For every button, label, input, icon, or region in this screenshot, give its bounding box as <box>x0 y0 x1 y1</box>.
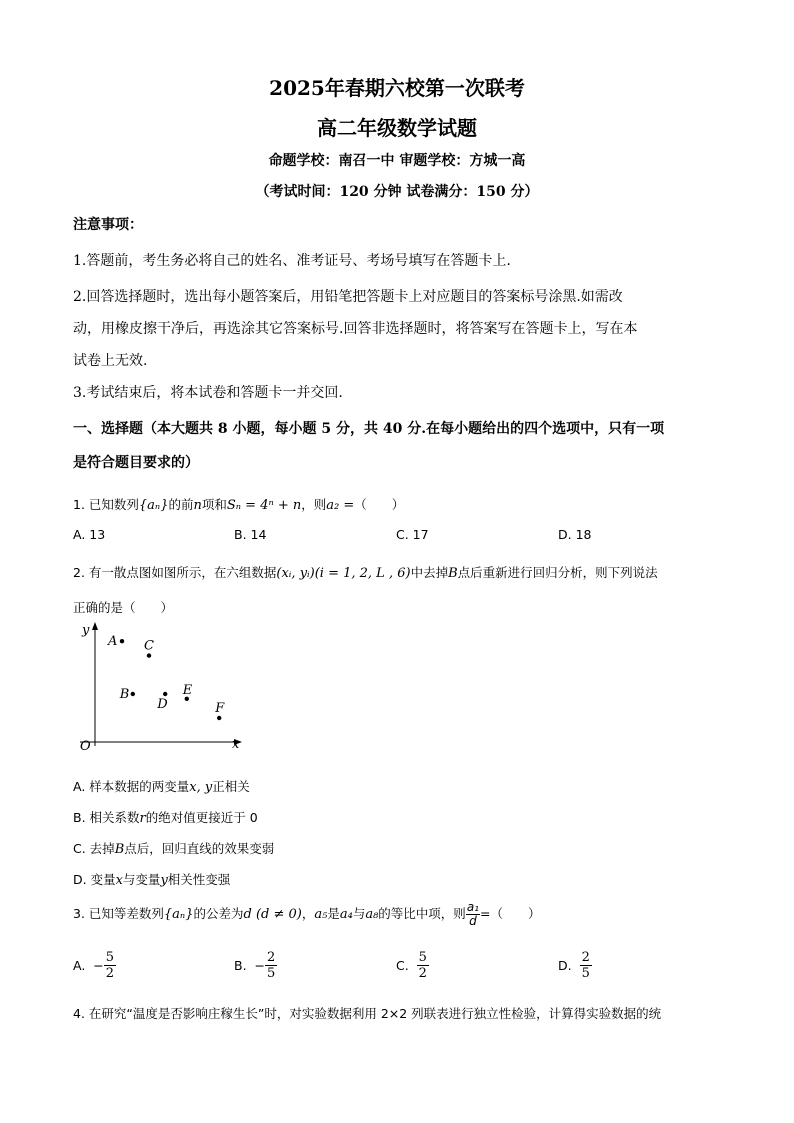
q2-point-b: B <box>448 566 458 581</box>
q2-option-d-var: x <box>115 873 123 888</box>
exam-subtitle: 高二年级数学试题 <box>317 116 477 140</box>
section-1-heading-cont: 是符合题目要求的） <box>73 455 199 471</box>
q2-option-a-text: 正相关 <box>212 779 250 794</box>
q3-option-b-num: 2 <box>267 950 276 965</box>
q2-option-b <box>73 808 258 826</box>
q2-option-a-var: x, y <box>189 780 213 795</box>
section-1-heading: 一、选择题（本大题共 8 小题，每小题 5 分，共 40 分.在每小题给出的四个选项中，只有一项 <box>73 421 665 437</box>
q2-option-d-text: 相关性变强 <box>167 872 231 887</box>
q1-option-b: B. 14 <box>234 527 267 542</box>
q1-text: 的前 <box>168 497 194 512</box>
q2-option-b-text: B. 相关系数 <box>73 810 140 825</box>
x-axis-label: x <box>232 737 240 752</box>
q3-option-a-label: A. <box>73 958 86 973</box>
q3-option-c-fraction <box>417 950 429 981</box>
scatter-point-label-a: A <box>108 634 118 650</box>
q3-text: =（ ） <box>479 906 541 921</box>
exam-title: 2025年春期六校第一次联考 <box>269 76 525 100</box>
q3-option-d-fraction <box>580 950 592 981</box>
q1-formula: Sₙ = 4ⁿ + n <box>226 498 302 513</box>
q1-n: n <box>193 498 202 513</box>
q3-option-b-sign: − <box>254 958 265 973</box>
q2-text: 中去掉 <box>410 565 449 580</box>
scatter-point-label-c: C <box>144 638 154 654</box>
q3-option-c-label: C. <box>396 958 409 973</box>
q1-text: ，则 <box>301 497 327 512</box>
q3-option-d-num: 2 <box>581 950 590 965</box>
q2-option-d-text: D. 变量 <box>73 872 116 887</box>
q3-fraction-num: a₁ <box>466 900 479 914</box>
q1-option-d: D. 18 <box>558 527 592 542</box>
q3-option-a <box>73 950 116 981</box>
q2-option-d-text: 与变量 <box>122 872 161 887</box>
q3-text: 是 <box>327 906 340 921</box>
q3-option-c-den: 2 <box>418 966 427 981</box>
q3-option-a-fraction <box>104 950 116 981</box>
q3-common-difference: d (d ≠ 0) <box>243 907 302 922</box>
q2-option-d-var: y <box>160 873 168 888</box>
q3-a8: a₈ <box>365 907 379 922</box>
scatter-point-f <box>217 716 221 720</box>
q1-option-a: A. 13 <box>73 527 106 542</box>
note-3: 3.考试结束后，将本试卷和答题卡一并交回. <box>73 385 343 401</box>
q1-text: 1. 已知数列 <box>73 497 139 512</box>
q3-option-b-den: 5 <box>267 966 276 981</box>
q3-option-a-sign: − <box>93 958 104 973</box>
question-2 <box>73 563 723 581</box>
q3-text: 的公差为 <box>193 906 244 921</box>
q2-option-a <box>73 777 250 795</box>
note-2c: 试卷上无效. <box>73 353 148 369</box>
q2-text: 点后重新进行回归分析，则下列说法 <box>457 565 658 580</box>
q3-option-d <box>558 950 592 981</box>
note-2a: 2.回答选择题时，选出每小题答案后，用铅笔把答题卡上对应题目的答案标号涂黑.如需改 <box>73 289 623 305</box>
origin-label: O <box>80 739 91 754</box>
q2-option-c <box>73 839 274 857</box>
q2-option-b-text: 的绝对值更接近于 0 <box>145 810 258 825</box>
q2-text: 2. 有一散点图如图所示，在六组数据 <box>73 565 277 580</box>
scatter-point-c <box>147 653 151 657</box>
scatter-point-b <box>131 692 135 696</box>
y-axis-arrow <box>92 622 98 630</box>
question-1 <box>73 495 723 513</box>
q3-fraction-den: d <box>469 914 477 928</box>
q3-a4: a₄ <box>339 907 353 922</box>
q2-option-c-text: C. 去掉 <box>73 841 115 856</box>
q3-option-c-num: 5 <box>418 950 427 965</box>
q3-option-b-label: B. <box>234 958 247 973</box>
scatter-point-d <box>163 692 167 696</box>
scatter-point-label-e: E <box>182 682 193 698</box>
scatter-point-label-d: D <box>157 697 168 712</box>
q1-text: （ ） <box>354 497 405 512</box>
question-3 <box>73 900 723 929</box>
q2-option-d <box>73 870 230 888</box>
q1-a2: a₂ = <box>326 498 355 513</box>
q3-sequence: {aₙ} <box>163 907 194 922</box>
q1-sequence: {aₙ} <box>138 498 169 513</box>
q2-option-c-var: B <box>114 842 125 857</box>
exam-info: （考试时间：120 分钟 试卷满分：150 分） <box>255 184 539 200</box>
q2-data-set: (xᵢ, yᵢ)(i = 1, 2, L , 6) <box>276 566 411 581</box>
q3-option-a-den: 2 <box>105 966 115 981</box>
q3-fraction <box>466 901 480 928</box>
note-1: 1.答题前，考生务必将自己的姓名、准考证号、考场号填写在答题卡上. <box>73 253 511 269</box>
q1-text: 项和 <box>201 497 227 512</box>
q3-a5: a₅ <box>314 907 328 922</box>
q3-option-a-num: 5 <box>105 950 115 965</box>
notes-heading: 注意事项： <box>73 217 143 233</box>
q3-text: 与 <box>352 906 366 921</box>
q1-option-c: C. 17 <box>396 527 429 542</box>
q3-option-d-label: D. <box>558 958 572 973</box>
scatter-plot <box>70 618 250 758</box>
q3-option-c <box>396 950 429 981</box>
q3-text: 的等比中项，则 <box>378 906 466 921</box>
q2-option-b-var: r <box>139 811 146 826</box>
note-2b: 动，用橡皮擦干净后，再选涂其它答案标号.回答非选择题时，将答案写在答题卡上，写在本 <box>73 321 638 337</box>
q3-text: ， <box>301 906 315 921</box>
q2-option-c-text: 点后，回归直线的效果变弱 <box>124 841 275 856</box>
q3-text: 3. 已知等差数列 <box>73 906 164 921</box>
scatter-point-label-b: B <box>119 687 130 702</box>
schools-line: 命题学校：南召一中 审题学校：方城一高 <box>268 153 526 169</box>
q3-option-b-fraction <box>265 950 277 981</box>
q2-option-a-text: A. 样本数据的两变量 <box>73 779 190 794</box>
question-2-cont: 正确的是（ ） <box>73 600 174 615</box>
question-4: 4. 在研究“温度是否影响庄稼生长”时，对实验数据利用 2×2 列联表进行独立性检验，计算得实验数据的统 <box>73 1006 662 1021</box>
y-axis-label: y <box>82 623 90 638</box>
q3-option-b <box>234 950 277 981</box>
scatter-point-label-f: F <box>215 701 225 716</box>
q3-option-d-den: 5 <box>581 966 590 981</box>
scatter-point-a <box>120 639 124 643</box>
